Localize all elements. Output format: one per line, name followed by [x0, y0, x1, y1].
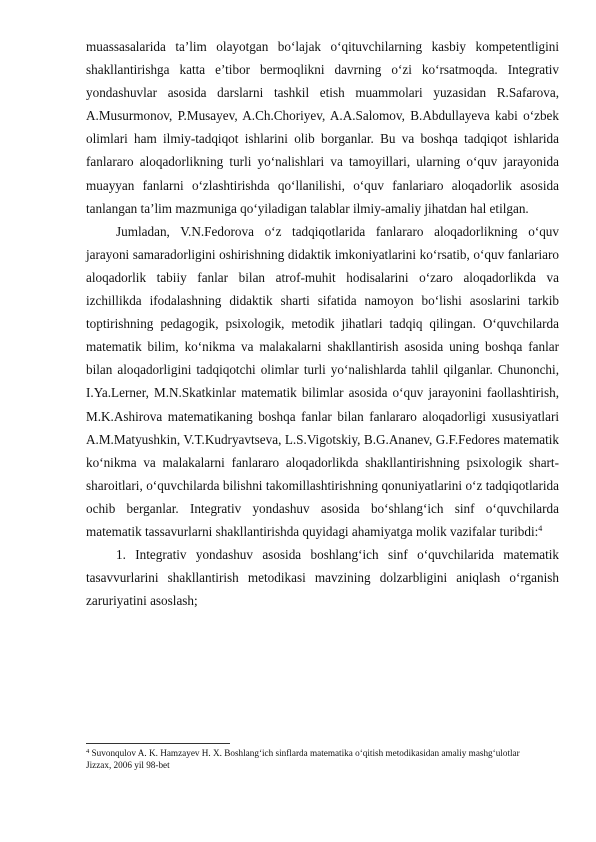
footnote-reference[interactable]: 4	[538, 523, 543, 533]
footnote-separator	[86, 743, 230, 744]
footnote	[86, 747, 526, 771]
document-body	[86, 35, 559, 612]
paragraph-2	[86, 220, 559, 543]
paragraph-1-text: muassasalarida ta’lim olayotgan bo‘lajak o‘qituvchilarning kasbiy kompetentligini shakllantirishga katta e’tibor bermoqlikni davrning o‘zi ko‘rsatmoqda. Integrativ yondashuvlar asosida darslarni tashkil etish muammolari yuzasidan R.Safarova, A.Musurmonov, P.Musayev, A.Ch.Choriyev, A.A.Salomov, B.Abdullayeva kabi o‘zbek olimlari ham ilmiy-tadqiqot ishlarini olib borganlar. Bu va boshqa tadqiqot ishlarida fanlararo aloqadorlikning turli yo‘nalishlari va tamoyillari, ularning o‘quv jarayonida muayyan fanlarni o‘zlashtirishda qo‘llanilishi, o‘quv fanlariaro aloqadorlik asosida tanlangan ta’lim mazmuniga qo‘yiladigan talablar ilmiy-amaliy jihatdan hal etilgan.	[86, 39, 559, 216]
footnote-mark: 4	[86, 748, 90, 755]
paragraph-2-text: Jumladan, V.N.Fedorova o‘z tadqiqotlarida fanlararo aloqadorlikning o‘quv jarayoni samaradorligini oshirishning didaktik imkoniyatlarini ko‘rsatib, o‘quv fanlariaro aloqadorlik tabiiy fanlar bilan atrof-muhit hodisalarini o‘zaro aloqadorlikda va izchillikda ifodalashning didaktik sharti sifatida namoyon bo‘lishi asoslarini tarkib toptirishning pedagogik, psixologik, metodik jihatlari tadqiq qilingan. O‘quvchilarda matematik bilim, ko‘nikma va malakalarni shakllantirish asosida uning boshqa fanlar bilan aloqadorligini tadqiqotchi olimlar turli yo‘nalishlarda tahlil qilganlar. Chunonchi, I.Ya.Lerner, M.N.Skatkinlar matematik bilimlar asosida o‘quv jarayonini faollashtirish, M.K.Ashirova matematikaning boshqa fanlar bilan fanlararo aloqadorligi xususiyatlari A.M.Matyushkin, V.T.Kudryavtseva, L.S.Vigotskiy, B.G.Ananev, G.F.Fedores matematik ko‘nikma va malakalarni fanlararo aloqadorlikda shakllantirishning psixologik shart-sharoitlari, o‘quvchilarda bilishni takomillashtirishning qonuniyatlarini o‘z tadqiqotlarida ochib berganlar. Integrativ yondashuv asosida bo‘shlang‘ich sinf o‘quvchilarda matematik tassavurlarni shakllantirishda quyidagi ahamiyatga molik vazifalar turibdi:	[86, 223, 559, 539]
paragraph-3-text: 1. Integrativ yondashuv asosida boshlang‘ich sinf o‘quvchilarida matematik tasavvurlarini shakllantirish metodikasi mavzining dolzarbligini aniqlash o‘rganish zaruriyatini asoslash;	[86, 547, 559, 609]
footnote-text: Suvonqulov A. K. Hamzayev H. X. Boshlang‘ich sinflarda matematika o‘qitish metodikasidan amaliy mashg‘ulotlar Jizzax, 2006 yil 98-bet	[86, 748, 520, 770]
paragraph-1	[86, 35, 559, 220]
paragraph-3	[86, 543, 559, 612]
